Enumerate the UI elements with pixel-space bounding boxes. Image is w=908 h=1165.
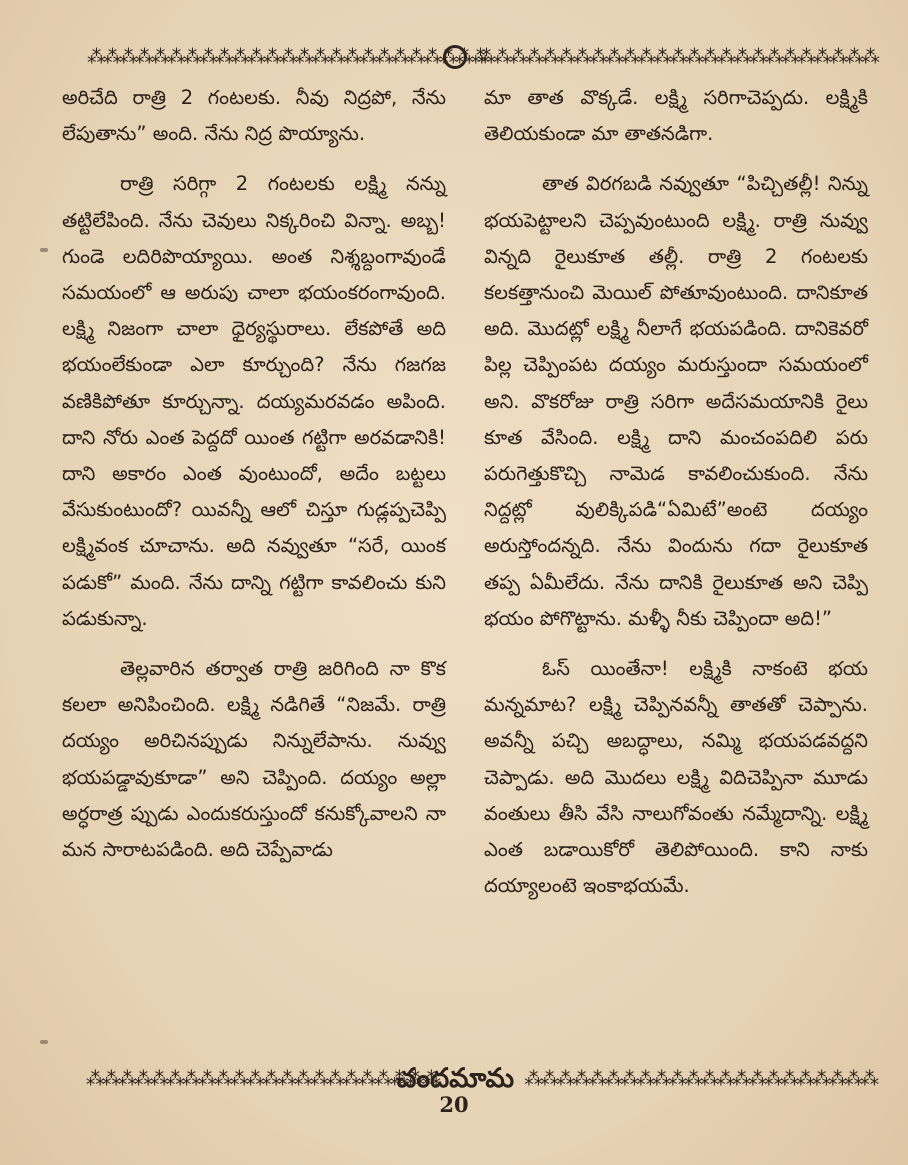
magazine-name: చందమామ (395, 1063, 515, 1094)
top-ornament-border (70, 40, 877, 74)
top-border-pattern-left: ⁂⁂⁂⁂⁂⁂⁂⁂⁂⁂⁂⁂⁂⁂⁂⁂⁂⁂⁂⁂⁂⁂⁂⁂⁂ (87, 46, 487, 68)
left-paragraph-3: తెల్లవారిన తర్వాత రాత్రి జరిగింది నా కొక కలలా అనిపించింది. లక్ష్మి నడిగితే “నిజమే. రాత్రి దయ్యం అరిచినప్పుడు నిన్నులేపాను. నువ్వు భయపడ్డావుకూడా” అని చెప్పింది. దయ్యం అల్లా అర్ధరాత్ర ప్పుడు ఎందుకరుస్తుందో కనుక్కోవాలని నా మన సారాటపడింది. అది చెప్పేవాడు (62, 657, 446, 862)
page-number: 20 (439, 1092, 469, 1117)
left-paragraph-1: అరిచేది రాత్రి 2 గంటలకు. నీవు నిద్రపో, నేను లేపుతాను” అంది. నేను నిద్ర పొయ్యాను. (62, 86, 446, 146)
top-border-pattern-right: ⁂⁂⁂⁂⁂⁂⁂⁂⁂⁂⁂⁂⁂⁂⁂⁂⁂⁂⁂⁂⁂⁂⁂⁂⁂ (477, 46, 877, 68)
bottom-border-pattern-right: ⁂⁂⁂⁂⁂⁂⁂⁂⁂⁂⁂⁂⁂⁂⁂⁂⁂⁂⁂⁂⁂⁂ (524, 1068, 877, 1090)
left-column (62, 80, 446, 1054)
left-paragraph-2: రాత్రి సరిగ్గా 2 గంటలకు లక్ష్మి నన్ను తట్టిలేపింది. నేను చెవులు నిక్కరించి విన్నా. అబ్బ! గుండె లదిరిపొయ్యాయి. అంత నిశ్శబ్దంగావుండే సమయంలో ఆ అరుపు చాలా భయంకరంగావుంది. లక్ష్మి నిజంగా చాలా ధైర్యస్థురాలు. లేకపోతే అది భయంలేకుండా ఎలా కూర్చుంది? నేను గజగజ వణికిపోతూ కూర్చున్నా. దయ్యమరవడం అపింది. దాని నోరు ఎంత పెద్దదో యింత గట్టిగా అరవడానికి! దాని అకారం ఎంత వుంటుందో, అదేం బట్టలు వేసుకుంటుందో? యివన్నీ ఆలో చిస్తూ గుడ్లప్పచెప్పి లక్ష్మివంక చూచాను. అది నవ్వుతూ “సరే, యింక పడుకో” మంది. నేను దాన్ని గట్టిగా కావలించు కుని పడుకున్నా. (62, 172, 446, 630)
text-columns (62, 80, 868, 1054)
right-paragraph-1: మా తాత వొక్కడే. లక్ష్మి సరిగాచెప్పదు. లక్ష్మికి తెలియకుండా మా తాతనడిగా. (484, 86, 868, 146)
binding-mark (40, 1040, 48, 1044)
bottom-border-pattern-left: ⁂⁂⁂⁂⁂⁂⁂⁂⁂⁂⁂⁂⁂⁂⁂⁂⁂⁂⁂⁂⁂⁂ (85, 1068, 438, 1090)
bottom-ornament-border (70, 1062, 877, 1096)
right-column (484, 80, 868, 1054)
right-paragraph-3: ఓస్ యింతేనా! లక్ష్మికి నాకంటె భయ మన్నమాట? లక్ష్మి చెప్పినవన్నీ తాతతో చెప్పాను. అవన్నీ పచ్చి అబద్ధాలు, నమ్మి భయపడవద్దని చెప్పాడు. అది మొదలు లక్ష్మి విదిచెప్పినా మూడు వంతులు తీసి వేసి నాలుగోవంతు నమ్మేదాన్ని. లక్ష్మి ఎంత బడాయికోరో తెలిపోయింది. కాని నాకు దయ్యాలంటె ఇంకాభయమే. (484, 657, 868, 898)
binding-mark (40, 248, 48, 252)
top-border-circle-ornament (443, 45, 467, 69)
right-paragraph-2: తాత విరగబడి నవ్వుతూ “పిచ్చితల్లీ! నిన్ను భయపెట్టాలని చెప్పవుంటుంది లక్ష్మి. రాత్రి నువ్వు విన్నది రైలుకూత తల్లీ. రాత్రి 2 గంటలకు కలకత్తానుంచి మెయిల్ పోతూవుంటుంది. దానికూత అది. మొదట్లో లక్ష్మి నీలాగే భయపడింది. దానికెవరో పిల్ల చెప్పింపట దయ్యం మరుస్తుందా సమయంలో అని. వొకరోజు రాత్రి సరిగా అదేసమయానికి రైలు కూత వేసింది. లక్ష్మి దాని మంచంపదిలి పరు పరుగెత్తుకొచ్చి నామెడ కావలించుకుంది. నేను నిద్దట్లో వులిక్కిపడి“ఏమిటే”అంటె దయ్యం అరుస్తోందన్నది. నేను విందును గదా రైలుకూత తప్ప ఏమీలేదు. నేను దానికి రైలుకూత అని చెప్పి భయం పోగొట్టాను. మళ్ళీ నీకు చెప్పిందా అది!” (484, 172, 868, 630)
